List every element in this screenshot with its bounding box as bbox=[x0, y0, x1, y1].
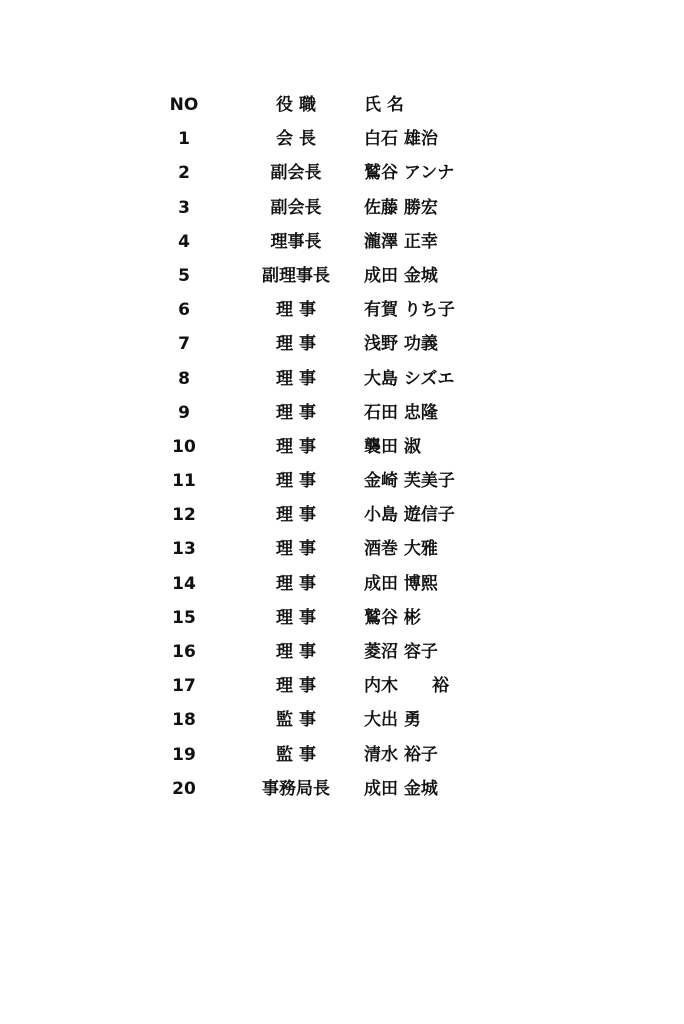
roster-row bbox=[0, 156, 684, 190]
member-no: 2 bbox=[178, 163, 190, 184]
roster-row bbox=[0, 327, 684, 361]
roster-row bbox=[0, 225, 684, 259]
member-no: 19 bbox=[172, 744, 196, 765]
roster-row bbox=[0, 396, 684, 430]
member-name: 襲田 淑 bbox=[364, 436, 421, 457]
member-name: 大出 勇 bbox=[364, 710, 421, 731]
roster-row bbox=[0, 532, 684, 566]
member-no: 1 bbox=[178, 129, 190, 150]
roster-header-row bbox=[0, 88, 684, 122]
member-name: 内木 裕 bbox=[364, 676, 449, 697]
roster-row bbox=[0, 772, 684, 806]
member-no: 18 bbox=[172, 710, 196, 731]
member-name: 石田 忠隆 bbox=[364, 402, 438, 423]
roster-row bbox=[0, 464, 684, 498]
roster-row bbox=[0, 635, 684, 669]
member-role: 理 事 bbox=[276, 436, 316, 457]
member-no: 15 bbox=[172, 607, 196, 628]
member-no: 8 bbox=[178, 368, 190, 389]
member-no: 12 bbox=[172, 505, 196, 526]
member-name: 小島 遊信子 bbox=[364, 505, 455, 526]
roster-row bbox=[0, 567, 684, 601]
member-no: 5 bbox=[178, 265, 190, 286]
member-role: 理 事 bbox=[276, 300, 316, 321]
header-name: 氏 名 bbox=[364, 95, 404, 115]
member-no: 7 bbox=[178, 334, 190, 355]
member-role: 理 事 bbox=[276, 368, 316, 389]
roster-row bbox=[0, 669, 684, 703]
member-role: 会 長 bbox=[276, 129, 316, 150]
member-role: 理 事 bbox=[276, 607, 316, 628]
roster-row bbox=[0, 122, 684, 156]
member-name: 浅野 功義 bbox=[364, 334, 438, 355]
roster-row bbox=[0, 293, 684, 327]
member-role: 理 事 bbox=[276, 539, 316, 560]
member-name: 成田 金城 bbox=[364, 778, 438, 799]
member-name: 成田 金城 bbox=[364, 265, 438, 286]
member-role: 理事長 bbox=[270, 231, 322, 252]
member-no: 9 bbox=[178, 402, 190, 423]
member-no: 10 bbox=[172, 436, 196, 457]
member-no: 4 bbox=[178, 231, 190, 252]
member-name: 白石 雄治 bbox=[364, 129, 438, 150]
member-no: 16 bbox=[172, 642, 196, 662]
member-name: 佐藤 勝宏 bbox=[364, 197, 438, 218]
member-role: 副会長 bbox=[270, 197, 322, 218]
roster-row bbox=[0, 191, 684, 225]
roster-row bbox=[0, 738, 684, 772]
member-no: 11 bbox=[172, 471, 196, 492]
member-name: 成田 博熙 bbox=[364, 573, 438, 594]
member-role: 理 事 bbox=[276, 471, 316, 492]
member-name: 酒巻 大雅 bbox=[364, 539, 438, 560]
member-role: 理 事 bbox=[276, 642, 316, 662]
member-no: 3 bbox=[178, 197, 190, 218]
member-no: 13 bbox=[172, 539, 196, 560]
member-name: 瀧澤 正幸 bbox=[364, 231, 438, 252]
member-name: 菱沼 容子 bbox=[364, 642, 438, 662]
member-role: 理 事 bbox=[276, 334, 316, 355]
member-name: 大島 シズエ bbox=[364, 368, 455, 389]
member-name: 金崎 芙美子 bbox=[364, 471, 455, 492]
member-role: 理 事 bbox=[276, 505, 316, 526]
member-name: 有賀 りち子 bbox=[364, 300, 455, 321]
member-name: 清水 裕子 bbox=[364, 744, 438, 765]
member-no: 14 bbox=[172, 573, 196, 594]
roster-row bbox=[0, 259, 684, 293]
member-role: 監 事 bbox=[276, 710, 316, 731]
member-role: 事務局長 bbox=[262, 778, 330, 799]
roster-row bbox=[0, 498, 684, 532]
header-no: NO bbox=[169, 95, 199, 115]
member-no: 6 bbox=[178, 300, 190, 321]
member-no: 20 bbox=[172, 778, 196, 799]
member-role: 監 事 bbox=[276, 744, 316, 765]
member-role: 理 事 bbox=[276, 573, 316, 594]
member-role: 副理事長 bbox=[262, 265, 330, 286]
member-role: 理 事 bbox=[276, 402, 316, 423]
officer-roster bbox=[0, 88, 684, 806]
member-role: 副会長 bbox=[270, 163, 322, 184]
roster-row bbox=[0, 430, 684, 464]
member-no: 17 bbox=[172, 676, 196, 697]
roster-row bbox=[0, 703, 684, 737]
member-name: 鷲谷 アンナ bbox=[364, 163, 455, 184]
roster-row bbox=[0, 601, 684, 635]
member-role: 理 事 bbox=[276, 676, 316, 697]
roster-row bbox=[0, 362, 684, 396]
member-name: 鷲谷 彬 bbox=[364, 607, 421, 628]
header-role: 役 職 bbox=[276, 95, 316, 115]
